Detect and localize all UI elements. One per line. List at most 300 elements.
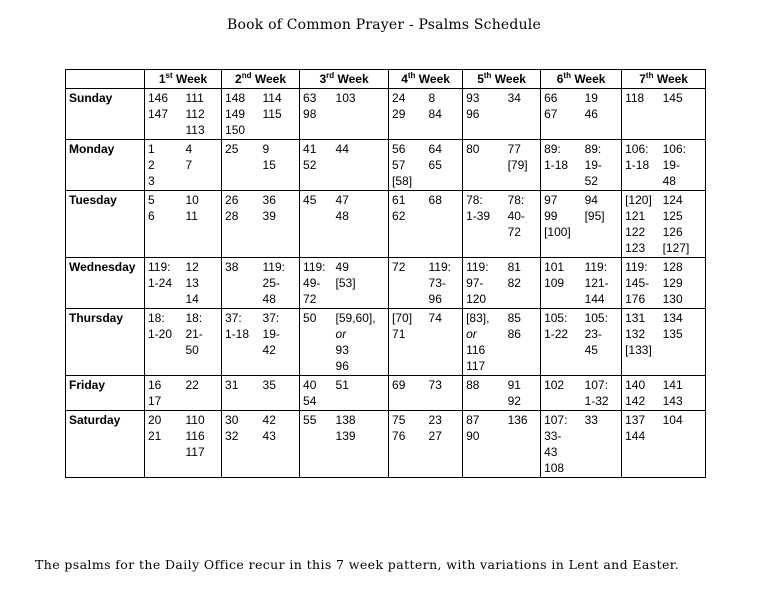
psalm-cell bbox=[222, 376, 260, 411]
psalm-entry: 130 bbox=[662, 292, 683, 306]
psalm-cell bbox=[333, 191, 389, 258]
psalm-entry: 144 bbox=[625, 429, 646, 443]
psalm-cell bbox=[426, 258, 463, 309]
psalm-cell bbox=[389, 309, 426, 376]
psalm-entry: 138 bbox=[335, 413, 356, 427]
psalm-entry: 89: bbox=[544, 142, 561, 156]
psalm-entry: 52 bbox=[303, 158, 317, 172]
psalm-cell bbox=[389, 89, 426, 140]
psalm-entry: or bbox=[335, 327, 347, 341]
week-ordinal-suffix: st bbox=[165, 71, 173, 80]
psalm-entry: 48 bbox=[335, 209, 349, 223]
week-ordinal-suffix: th bbox=[645, 71, 654, 80]
psalm-entry: 63 bbox=[303, 91, 317, 105]
psalm-cell bbox=[333, 411, 389, 478]
psalm-entry: 139 bbox=[335, 429, 356, 443]
psalm-entry: 93 bbox=[335, 343, 349, 357]
psalm-cell bbox=[582, 411, 622, 478]
psalm-entry: 43 bbox=[262, 429, 276, 443]
psalm-cell bbox=[622, 191, 660, 258]
psalm-cell bbox=[389, 411, 426, 478]
psalm-entry: 149 bbox=[225, 107, 246, 121]
week-ordinal-suffix: th bbox=[563, 71, 571, 80]
psalm-entry: 57 bbox=[392, 158, 406, 172]
psalm-entry: 72 bbox=[303, 292, 317, 306]
psalm-cell bbox=[505, 89, 541, 140]
psalm-entry: 73 bbox=[428, 378, 442, 392]
psalm-entry: 111 bbox=[185, 91, 204, 105]
psalm-entry: 101 bbox=[544, 260, 565, 274]
psalm-cell bbox=[183, 258, 222, 309]
psalm-cell bbox=[333, 309, 389, 376]
psalm-entry: 40- bbox=[507, 209, 525, 223]
psalm-entry: 45 bbox=[584, 343, 598, 357]
psalm-cell bbox=[660, 140, 706, 191]
psalm-entry: 4 bbox=[185, 142, 193, 156]
psalm-entry: 112 bbox=[185, 107, 205, 121]
psalm-entry: 125 bbox=[662, 209, 683, 223]
psalm-entry: 46 bbox=[584, 107, 598, 121]
psalm-entry: [79] bbox=[507, 158, 528, 172]
psalm-entry: 38 bbox=[225, 260, 239, 274]
psalm-entry: 51 bbox=[335, 378, 349, 392]
psalm-cell bbox=[505, 258, 541, 309]
psalm-entry: 40 bbox=[303, 378, 317, 392]
psalm-cell bbox=[463, 376, 505, 411]
psalm-entry: 137 bbox=[625, 413, 646, 427]
psalm-entry: 78: bbox=[507, 193, 525, 207]
psalm-cell bbox=[145, 191, 183, 258]
psalm-entry: 52 bbox=[584, 174, 598, 188]
psalm-entry: 176 bbox=[625, 292, 646, 306]
psalm-entry: 88 bbox=[466, 378, 480, 392]
psalm-entry: 49 bbox=[335, 260, 349, 274]
psalm-entry: 75 bbox=[392, 413, 406, 427]
psalm-entry: 94 bbox=[584, 193, 598, 207]
psalm-cell bbox=[463, 89, 505, 140]
psalm-cell bbox=[541, 191, 582, 258]
psalms-schedule-table bbox=[65, 69, 706, 478]
psalm-entry: 23- bbox=[584, 327, 602, 341]
psalm-cell bbox=[300, 140, 333, 191]
psalm-entry: 31 bbox=[225, 378, 239, 392]
psalm-entry: [133] bbox=[625, 343, 652, 357]
psalm-cell bbox=[463, 258, 505, 309]
week-label: Week bbox=[418, 72, 450, 86]
psalm-entry: 43 bbox=[544, 445, 558, 459]
psalm-cell bbox=[660, 309, 706, 376]
psalm-cell bbox=[541, 376, 582, 411]
psalm-entry: 119: bbox=[303, 260, 326, 274]
psalm-entry: 14 bbox=[185, 292, 199, 306]
psalm-entry: 124 bbox=[662, 193, 683, 207]
psalm-cell bbox=[463, 411, 505, 478]
psalm-cell bbox=[222, 191, 260, 258]
day-label: Monday bbox=[66, 140, 145, 191]
psalm-entry: 44 bbox=[335, 142, 349, 156]
psalm-cell bbox=[505, 411, 541, 478]
psalm-cell bbox=[660, 376, 706, 411]
week-header-5 bbox=[463, 70, 541, 89]
psalm-cell bbox=[333, 140, 389, 191]
psalm-cell bbox=[183, 140, 222, 191]
psalm-entry: 64 bbox=[428, 142, 442, 156]
psalm-entry: 48 bbox=[262, 292, 276, 306]
psalm-entry: 147 bbox=[148, 107, 169, 121]
week-number: 4 bbox=[401, 72, 408, 86]
table-row bbox=[66, 309, 706, 376]
psalm-entry: 77 bbox=[507, 142, 521, 156]
psalm-entry: 27 bbox=[428, 429, 442, 443]
psalm-entry: 113 bbox=[185, 123, 205, 137]
psalm-entry: 71 bbox=[392, 327, 406, 341]
psalm-entry: 37: bbox=[262, 311, 280, 325]
psalm-entry: 23 bbox=[428, 413, 442, 427]
psalm-entry: 1 bbox=[148, 142, 155, 156]
psalm-entry: 1-22 bbox=[544, 327, 569, 341]
psalm-entry: 99 bbox=[544, 209, 558, 223]
psalm-entry: 19- bbox=[262, 327, 280, 341]
psalm-cell bbox=[145, 140, 183, 191]
psalm-entry: 107: bbox=[584, 378, 608, 392]
psalm-entry: 107: bbox=[544, 413, 568, 427]
psalm-entry: 117 bbox=[185, 445, 205, 459]
psalm-entry: 25 bbox=[225, 142, 239, 156]
psalm-entry: 97- bbox=[466, 276, 484, 290]
psalm-entry: 132 bbox=[625, 327, 646, 341]
psalm-entry: 73- bbox=[428, 276, 446, 290]
schedule-body bbox=[66, 89, 706, 478]
psalm-cell bbox=[145, 309, 183, 376]
psalm-entry: 8 bbox=[428, 91, 436, 105]
psalm-entry: 56 bbox=[392, 142, 406, 156]
psalm-cell bbox=[183, 89, 222, 140]
psalm-entry: [127] bbox=[662, 241, 690, 255]
week-header-row bbox=[66, 70, 706, 89]
psalm-entry: 150 bbox=[225, 123, 246, 137]
psalm-entry: 55 bbox=[303, 413, 317, 427]
psalm-entry: 65 bbox=[428, 158, 442, 172]
psalm-cell bbox=[426, 140, 463, 191]
psalm-entry: 13 bbox=[185, 276, 199, 290]
psalm-entry: 143 bbox=[662, 394, 683, 408]
psalm-cell bbox=[541, 89, 582, 140]
psalm-entry: 128 bbox=[662, 260, 683, 274]
psalm-entry: 66 bbox=[544, 91, 558, 105]
psalm-entry: 142 bbox=[625, 394, 646, 408]
psalm-entry: 85 bbox=[507, 311, 521, 325]
psalm-entry: 32 bbox=[225, 429, 239, 443]
psalm-entry: 25- bbox=[262, 276, 280, 290]
table-row bbox=[66, 140, 706, 191]
psalm-entry: 109 bbox=[544, 276, 565, 290]
psalm-entry: 91 bbox=[507, 378, 521, 392]
psalm-entry: 102 bbox=[544, 378, 565, 392]
psalm-entry: 18: bbox=[185, 311, 203, 325]
psalm-cell bbox=[463, 191, 505, 258]
week-number: 1 bbox=[158, 72, 166, 86]
psalm-cell bbox=[582, 191, 622, 258]
week-number: 3 bbox=[319, 72, 327, 86]
page-title: Book of Common Prayer - Psalms Schedule bbox=[227, 17, 541, 33]
psalm-entry: 26 bbox=[225, 193, 239, 207]
psalm-entry: 35 bbox=[262, 378, 276, 392]
psalm-cell bbox=[389, 376, 426, 411]
psalm-cell bbox=[622, 258, 660, 309]
psalm-entry: [120] bbox=[625, 193, 652, 207]
psalm-cell bbox=[389, 191, 426, 258]
week-header-1 bbox=[145, 70, 222, 89]
psalm-entry: 119: bbox=[428, 260, 452, 274]
psalm-entry: 145 bbox=[662, 91, 683, 105]
psalm-entry: 1-20 bbox=[148, 327, 173, 341]
psalm-cell bbox=[222, 258, 260, 309]
psalm-entry: 84 bbox=[428, 107, 442, 121]
psalm-cell bbox=[389, 258, 426, 309]
psalm-entry: 30 bbox=[225, 413, 239, 427]
psalm-cell bbox=[260, 258, 300, 309]
psalm-entry: 122 bbox=[625, 225, 646, 239]
psalm-entry: 49- bbox=[303, 276, 321, 290]
table-row bbox=[66, 89, 706, 140]
psalm-entry: 140 bbox=[625, 378, 646, 392]
psalm-cell bbox=[260, 89, 300, 140]
psalm-entry: 120 bbox=[466, 292, 487, 306]
week-label: Week bbox=[494, 72, 526, 86]
psalm-entry: 131 bbox=[625, 311, 646, 325]
psalm-entry: 96 bbox=[335, 359, 349, 373]
psalm-cell bbox=[389, 140, 426, 191]
psalm-entry: 24 bbox=[392, 91, 406, 105]
psalm-cell bbox=[505, 309, 541, 376]
psalm-cell bbox=[541, 309, 582, 376]
psalm-entry: 108 bbox=[544, 461, 565, 475]
psalm-entry: 96 bbox=[428, 292, 442, 306]
psalm-cell bbox=[222, 411, 260, 478]
day-label: Sunday bbox=[66, 89, 145, 140]
psalm-entry: 62 bbox=[392, 209, 406, 223]
week-ordinal-suffix: th bbox=[407, 71, 416, 80]
psalm-entry: 1-24 bbox=[148, 276, 173, 290]
week-label: Week bbox=[337, 72, 369, 86]
psalm-entry: 1-32 bbox=[584, 394, 609, 408]
psalm-cell bbox=[582, 376, 622, 411]
week-number: 2 bbox=[235, 72, 242, 86]
psalm-entry: 1-18 bbox=[625, 158, 650, 172]
psalm-cell bbox=[426, 309, 463, 376]
psalm-entry: 119: bbox=[466, 260, 489, 274]
psalm-entry: 7 bbox=[185, 158, 193, 172]
day-label: Friday bbox=[66, 376, 145, 411]
psalm-entry: [53] bbox=[335, 276, 356, 290]
psalm-entry: 119: bbox=[148, 260, 171, 274]
psalm-entry: 141 bbox=[662, 378, 683, 392]
psalm-entry: 106: bbox=[625, 142, 649, 156]
psalm-entry: 93 bbox=[466, 91, 480, 105]
psalm-entry: 80 bbox=[466, 142, 480, 156]
table-row bbox=[66, 376, 706, 411]
psalm-entry: 47 bbox=[335, 193, 349, 207]
week-label: Week bbox=[656, 72, 688, 86]
psalm-cell bbox=[222, 140, 260, 191]
psalm-entry: 37: bbox=[225, 311, 242, 325]
day-label: Thursday bbox=[66, 309, 145, 376]
psalm-entry: 92 bbox=[507, 394, 521, 408]
day-label: Tuesday bbox=[66, 191, 145, 258]
psalm-entry: 135 bbox=[662, 327, 683, 341]
psalm-entry: 104 bbox=[662, 413, 683, 427]
psalm-cell bbox=[582, 89, 622, 140]
psalm-entry: 11 bbox=[185, 209, 198, 223]
psalm-entry: 119: bbox=[584, 260, 608, 274]
psalm-entry: [95] bbox=[584, 209, 605, 223]
psalm-entry: 42 bbox=[262, 413, 276, 427]
psalm-entry: 34 bbox=[507, 91, 521, 105]
psalm-cell bbox=[541, 140, 582, 191]
psalm-entry: 19- bbox=[584, 158, 602, 172]
psalm-cell bbox=[300, 258, 333, 309]
psalm-entry: 28 bbox=[225, 209, 239, 223]
week-label: Week bbox=[254, 72, 286, 86]
psalm-cell bbox=[660, 258, 706, 309]
psalm-entry: 19- bbox=[662, 158, 680, 172]
psalm-entry: 22 bbox=[185, 378, 199, 392]
psalm-cell bbox=[582, 309, 622, 376]
week-number: 5 bbox=[477, 72, 484, 86]
psalm-cell bbox=[260, 140, 300, 191]
psalm-entry: 89: bbox=[584, 142, 602, 156]
psalm-entry: 3 bbox=[148, 174, 155, 188]
psalm-cell bbox=[622, 309, 660, 376]
psalm-entry: 33 bbox=[584, 413, 598, 427]
psalm-entry: 87 bbox=[466, 413, 480, 427]
psalm-entry: 103 bbox=[335, 91, 356, 105]
psalm-entry: 129 bbox=[662, 276, 683, 290]
week-header-6 bbox=[541, 70, 622, 89]
psalm-entry: 119: bbox=[625, 260, 648, 274]
psalm-entry: 117 bbox=[466, 359, 486, 373]
psalm-entry: 98 bbox=[303, 107, 317, 121]
psalm-cell bbox=[333, 376, 389, 411]
psalm-entry: 33- bbox=[544, 429, 562, 443]
psalm-entry: 6 bbox=[148, 209, 155, 223]
psalm-entry: 10 bbox=[185, 193, 199, 207]
psalm-entry: 61 bbox=[392, 193, 406, 207]
week-ordinal-suffix: rd bbox=[326, 71, 335, 80]
psalm-entry: 76 bbox=[392, 429, 406, 443]
psalm-cell bbox=[260, 411, 300, 478]
psalm-entry: 48 bbox=[662, 174, 676, 188]
psalm-cell bbox=[300, 411, 333, 478]
psalm-entry: 74 bbox=[428, 311, 442, 325]
psalm-cell bbox=[426, 376, 463, 411]
psalm-entry: [58] bbox=[392, 174, 413, 188]
psalm-entry: or bbox=[466, 327, 477, 341]
psalm-entry: 18: bbox=[148, 311, 165, 325]
psalm-entry: 1-18 bbox=[225, 327, 250, 341]
psalm-cell bbox=[145, 258, 183, 309]
psalm-entry: 50 bbox=[303, 311, 317, 325]
week-label: Week bbox=[176, 72, 208, 86]
psalm-entry: 105: bbox=[584, 311, 608, 325]
psalm-entry: 72 bbox=[507, 225, 521, 239]
psalm-entry: 144 bbox=[584, 292, 605, 306]
psalm-entry: 1-39 bbox=[466, 209, 491, 223]
psalm-entry: 146 bbox=[148, 91, 169, 105]
psalm-entry: 121 bbox=[625, 209, 646, 223]
psalm-entry: 50 bbox=[185, 343, 199, 357]
day-label: Wednesday bbox=[66, 258, 145, 309]
psalm-entry: 72 bbox=[392, 260, 406, 274]
week-header-4 bbox=[389, 70, 463, 89]
psalm-cell bbox=[333, 258, 389, 309]
psalm-entry: 12 bbox=[185, 260, 199, 274]
psalm-entry: [100] bbox=[544, 225, 571, 239]
psalm-cell bbox=[260, 309, 300, 376]
psalm-cell bbox=[541, 258, 582, 309]
psalm-entry: 45 bbox=[303, 193, 317, 207]
psalm-entry: 78: bbox=[466, 193, 483, 207]
psalm-entry: 123 bbox=[625, 241, 646, 255]
psalm-entry: 136 bbox=[507, 413, 528, 427]
week-label: Week bbox=[574, 72, 606, 86]
corner-cell bbox=[66, 70, 145, 89]
psalm-cell bbox=[463, 309, 505, 376]
psalm-cell bbox=[222, 89, 260, 140]
psalm-cell bbox=[541, 411, 582, 478]
psalm-cell bbox=[622, 376, 660, 411]
psalm-cell bbox=[145, 376, 183, 411]
psalm-entry: 114 bbox=[262, 91, 282, 105]
week-number: 7 bbox=[639, 72, 646, 86]
psalm-cell bbox=[183, 309, 222, 376]
psalm-entry: 36 bbox=[262, 193, 276, 207]
psalm-cell bbox=[300, 376, 333, 411]
psalm-entry: 97 bbox=[544, 193, 558, 207]
psalm-entry: [70] bbox=[392, 311, 413, 325]
psalm-cell bbox=[300, 191, 333, 258]
psalm-entry: [59,60], bbox=[335, 311, 376, 325]
psalm-cell bbox=[260, 376, 300, 411]
week-header-7 bbox=[622, 70, 706, 89]
psalm-cell bbox=[300, 309, 333, 376]
psalm-entry: 115 bbox=[262, 107, 282, 121]
psalm-entry: 15 bbox=[262, 158, 276, 172]
psalm-entry: 145- bbox=[625, 276, 650, 290]
psalm-cell bbox=[660, 89, 706, 140]
psalm-entry: 121- bbox=[584, 276, 609, 290]
psalm-entry: 21- bbox=[185, 327, 203, 341]
week-header-3 bbox=[300, 70, 389, 89]
psalm-entry: 16 bbox=[148, 378, 162, 392]
psalm-entry: 41 bbox=[303, 142, 317, 156]
psalm-entry: 20 bbox=[148, 413, 162, 427]
psalm-entry: 106: bbox=[662, 142, 686, 156]
psalm-entry: 148 bbox=[225, 91, 246, 105]
week-header-2 bbox=[222, 70, 300, 89]
psalm-entry: 82 bbox=[507, 276, 521, 290]
psalm-entry: 17 bbox=[148, 394, 162, 408]
footnote: The psalms for the Daily Office recur in this 7 week pattern, with variations in Lent and Easter. bbox=[35, 557, 680, 572]
psalm-cell bbox=[145, 89, 183, 140]
day-label: Saturday bbox=[66, 411, 145, 478]
psalm-entry: 69 bbox=[392, 378, 406, 392]
psalm-cell bbox=[622, 411, 660, 478]
psalm-entry: 68 bbox=[428, 193, 442, 207]
psalm-entry: 116 bbox=[185, 429, 205, 443]
table-row bbox=[66, 411, 706, 478]
psalm-entry: 105: bbox=[544, 311, 568, 325]
